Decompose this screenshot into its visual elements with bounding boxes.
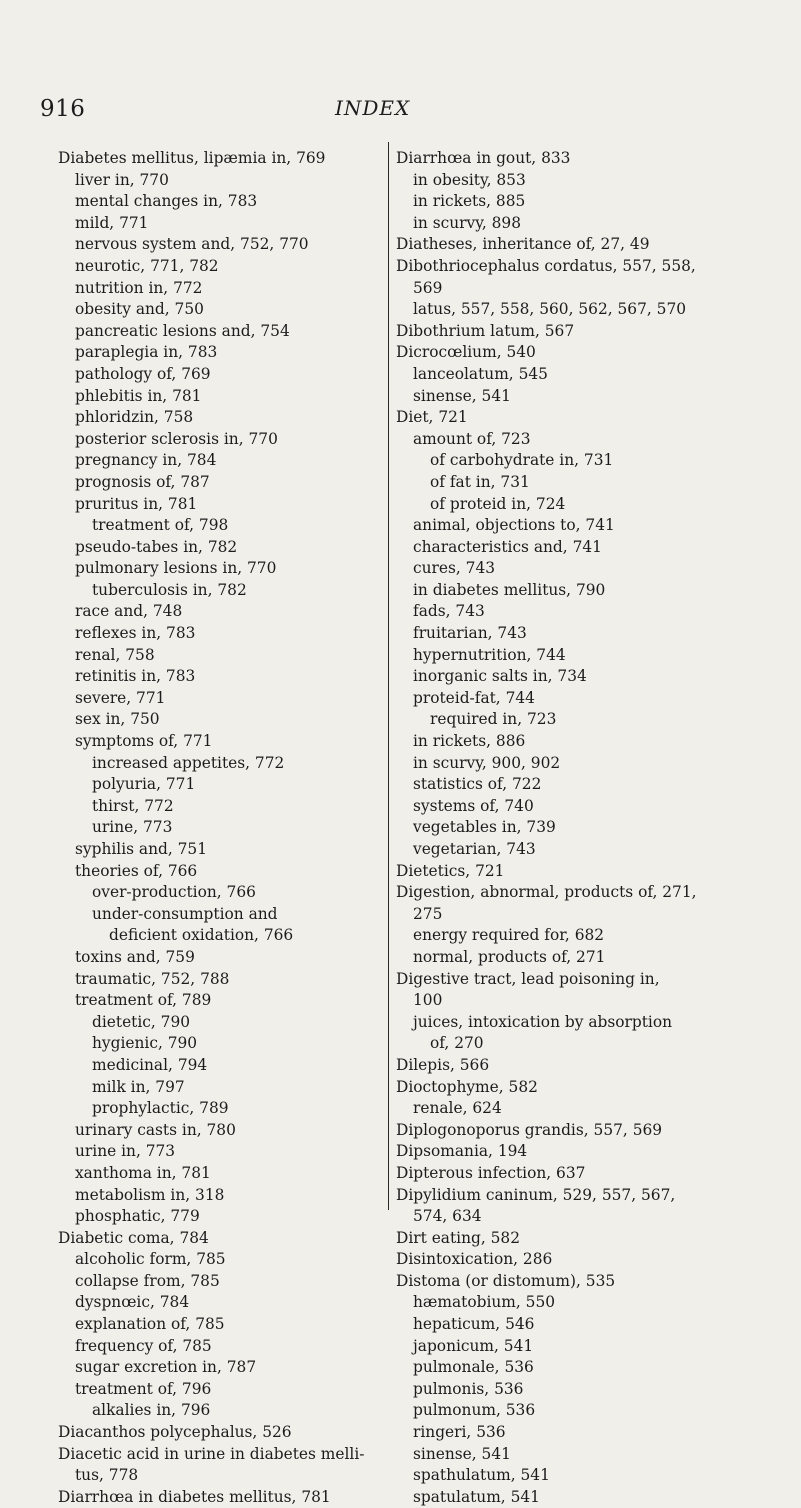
index-subentry: severe, 771 [75, 688, 166, 707]
index-subentry: hæmatobium, 550 [413, 1293, 556, 1312]
index-subentry: race and, 748 [75, 602, 183, 621]
index-subentry: milk in, 797 [92, 1077, 185, 1096]
index-subentry: normal, products of, 271 [413, 947, 606, 966]
index-subentry: pulmonis, 536 [413, 1379, 524, 1398]
column-divider [388, 142, 389, 1210]
index-subentry: retinitis in, 783 [75, 667, 196, 686]
index-entry: Dipsomania, 194 [396, 1142, 528, 1161]
index-subentry: theories of, 766 [75, 861, 198, 880]
index-subentry: over-production, 766 [92, 883, 256, 902]
index-entry: Dicrocœlium, 540 [396, 343, 536, 362]
index-entry: Distoma (or distomum), 535 [396, 1271, 616, 1290]
index-subentry: vegetables in, 739 [413, 818, 556, 837]
index-subentry: mild, 771 [75, 213, 149, 232]
index-subentry: in rickets, 886 [413, 732, 526, 751]
index-subentry: in scurvy, 898 [413, 213, 522, 232]
index-subentry: prophylactic, 789 [92, 1099, 229, 1118]
index-subentry: in obesity, 853 [413, 170, 526, 189]
index-subentry: mental changes in, 783 [75, 192, 258, 211]
index-subentry: reflexes in, 783 [75, 624, 196, 643]
index-subentry: spatulatum, 541 [413, 1487, 540, 1506]
index-subentry: of, 270 [430, 1034, 484, 1053]
index-subentry: toxins and, 759 [75, 947, 195, 966]
index-entry: Diacanthos polycephalus, 526 [58, 1423, 292, 1442]
index-subentry: tus, 778 [75, 1466, 139, 1485]
index-subentry: symptoms of, 771 [75, 732, 213, 751]
index-subentry: proteid-fat, 744 [413, 688, 535, 707]
index-subentry: dyspnœic, 784 [75, 1293, 190, 1312]
index-subentry: inorganic salts in, 734 [413, 667, 587, 686]
index-entry: Dibothriocephalus cordatus, 557, 558, [396, 256, 696, 275]
index-subentry: xanthoma in, 781 [75, 1163, 211, 1182]
index-subentry: of proteid in, 724 [430, 494, 566, 513]
index-entry: Dioctophyme, 582 [396, 1077, 538, 1096]
index-subentry: sinense, 541 [413, 1444, 511, 1463]
index-subentry: syphilis and, 751 [75, 840, 208, 858]
index-subentry: thirst, 772 [92, 796, 174, 815]
index-subentry: systems of, 740 [413, 796, 534, 815]
index-subentry: pulmonary lesions in, 770 [75, 559, 277, 578]
index-entry: Diacetic acid in urine in diabetes melli- [58, 1444, 365, 1463]
index-subentry: explanation of, 785 [75, 1315, 225, 1334]
index-subentry: required in, 723 [430, 710, 557, 729]
index-entry: Dipylidium caninum, 529, 557, 567, [396, 1185, 676, 1204]
index-subentry: pulmonum, 536 [413, 1401, 536, 1420]
index-subentry: statistics of, 722 [413, 775, 542, 794]
index-subentry: posterior sclerosis in, 770 [75, 429, 278, 448]
index-subentry: nutrition in, 772 [75, 278, 203, 297]
index-subentry: sugar excretion in, 787 [75, 1358, 257, 1377]
left-index-column [58, 148, 384, 1508]
index-entry: Diet, 721 [396, 408, 468, 427]
index-subentry: hepaticum, 546 [413, 1315, 535, 1334]
index-subentry: metabolism in, 318 [75, 1185, 225, 1204]
index-subentry: pancreatic lesions and, 754 [75, 321, 290, 340]
index-subentry: obesity and, 750 [75, 300, 204, 319]
index-subentry: renal, 758 [75, 645, 155, 664]
index-subentry: animal, objections to, 741 [413, 516, 615, 535]
index-subentry: 574, 634 [413, 1207, 482, 1226]
index-subentry: increased appetites, 772 [92, 753, 285, 772]
index-subentry: treatment of, 796 [75, 1379, 212, 1398]
index-subentry: neurotic, 771, 782 [75, 256, 219, 275]
index-subentry: fads, 743 [413, 602, 485, 621]
index-subentry: under-consumption and [92, 904, 278, 923]
index-subentry: urine, 773 [92, 818, 173, 837]
index-entry: Digestive tract, lead poisoning in, [396, 969, 660, 988]
index-entry: Disintoxication, 286 [396, 1250, 553, 1269]
index-subentry: pruritus in, 781 [75, 494, 198, 513]
index-subentry: japonicum, 541 [413, 1336, 534, 1355]
index-subentry: alkalies in, 796 [92, 1401, 211, 1420]
index-subentry: in scurvy, 900, 902 [413, 753, 561, 772]
index-entry: Diabetic coma, 784 [58, 1228, 209, 1247]
index-subentry: amount of, 723 [413, 429, 531, 448]
index-entry: Dipterous infection, 637 [396, 1163, 586, 1182]
index-subentry: lanceolatum, 545 [413, 364, 548, 383]
index-subentry: deficient oxidation, 766 [109, 926, 294, 945]
index-subentry: pseudo-tabes in, 782 [75, 537, 238, 556]
index-subentry: characteristics and, 741 [413, 537, 602, 556]
index-subentry: vegetarian, 743 [413, 840, 536, 858]
index-subentry: juices, intoxication by absorption [413, 1012, 673, 1031]
index-subentry: 569 [413, 278, 443, 297]
index-subentry: in rickets, 885 [413, 192, 526, 211]
index-subentry: pregnancy in, 784 [75, 451, 217, 470]
index-subentry: paraplegia in, 783 [75, 343, 218, 362]
index-subentry: sinense, 541 [413, 386, 511, 405]
index-entry: Digestion, abnormal, products of, 271, [396, 883, 697, 902]
index-subentry: tuberculosis in, 782 [92, 580, 247, 599]
index-subentry: traumatic, 752, 788 [75, 969, 230, 988]
index-subentry: polyuria, 771 [92, 775, 196, 794]
index-subentry: alcoholic form, 785 [75, 1250, 226, 1269]
index-subentry: 275 [413, 904, 443, 923]
index-subentry: hypernutrition, 744 [413, 645, 566, 664]
index-entry: Diabetes mellitus, lipæmia in, 769 [58, 149, 326, 167]
index-subentry: pulmonale, 536 [413, 1358, 534, 1377]
index-entry: Diatheses, inheritance of, 27, 49 [396, 235, 650, 254]
index-subentry: latus, 557, 558, 560, 562, 567, 570 [413, 300, 687, 319]
index-entry: Dilepis, 566 [396, 1055, 490, 1074]
index-subentry: dietetic, 790 [92, 1012, 191, 1031]
index-subentry: in diabetes mellitus, 790 [413, 580, 606, 599]
index-subentry: 100 [413, 991, 443, 1010]
index-subentry: spathulatum, 541 [413, 1466, 550, 1485]
index-subentry: ringeri, 536 [413, 1423, 506, 1442]
index-subentry: prognosis of, 787 [75, 472, 210, 491]
index-subentry: medicinal, 794 [92, 1055, 208, 1074]
index-subentry: hygienic, 790 [92, 1034, 198, 1053]
index-subentry: collapse from, 785 [75, 1271, 220, 1290]
index-subentry: treatment of, 789 [75, 991, 212, 1010]
index-entry: Dirt eating, 582 [396, 1228, 521, 1247]
index-entry: Dibothrium latum, 567 [396, 321, 575, 340]
index-entry: Diarrhœa in gout, 833 [396, 149, 571, 167]
index-subentry: frequency of, 785 [75, 1336, 212, 1355]
index-entry: Diarrhœa in diabetes mellitus, 781 [58, 1487, 331, 1506]
page-number: 916 [40, 96, 86, 122]
index-subentry: fruitarian, 743 [413, 624, 527, 643]
index-entry: Diplogonoporus grandis, 557, 569 [396, 1120, 663, 1139]
index-subentry: of fat in, 731 [430, 472, 530, 491]
index-subentry: nervous system and, 752, 770 [75, 235, 309, 254]
index-subentry: phloridzin, 758 [75, 408, 194, 427]
index-subentry: phosphatic, 779 [75, 1207, 200, 1226]
index-entry: Dietetics, 721 [396, 861, 505, 880]
index-subentry: urine in, 773 [75, 1142, 176, 1161]
index-subentry: treatment of, 798 [92, 516, 229, 535]
index-subentry: urinary casts in, 780 [75, 1120, 236, 1139]
index-subentry: energy required for, 682 [413, 926, 605, 945]
index-subentry: sex in, 750 [75, 710, 160, 729]
index-subentry: cures, 743 [413, 559, 496, 578]
index-subentry: of carbohydrate in, 731 [430, 451, 614, 470]
index-subentry: pathology of, 769 [75, 364, 211, 383]
index-subentry: phlebitis in, 781 [75, 386, 202, 405]
running-head: INDEX [335, 96, 411, 120]
index-subentry: renale, 624 [413, 1099, 502, 1118]
index-subentry: liver in, 770 [75, 170, 169, 189]
right-index-column [396, 148, 736, 1508]
